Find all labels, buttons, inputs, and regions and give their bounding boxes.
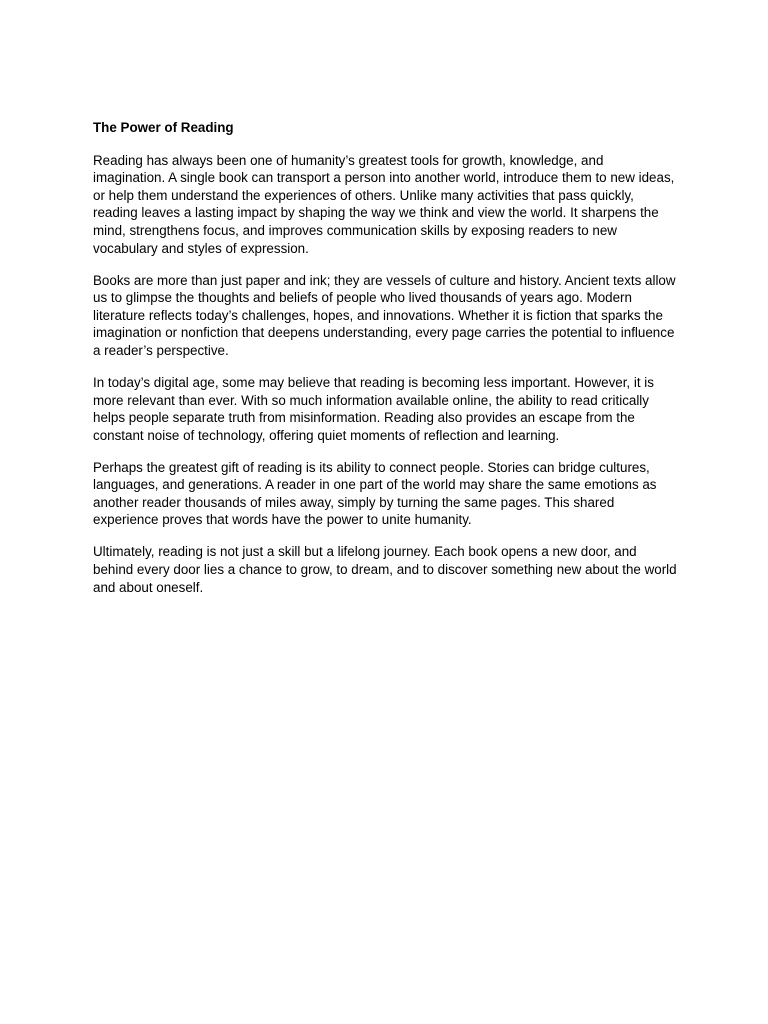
paragraph-2: Books are more than just paper and ink; they are vessels of culture and history. Ancient texts allow us to glimpse the thoughts and beliefs of people who lived thousands of years ago. Modern literature reflects today’s challenges, hopes, and innovations. Whether it is fiction that sparks the imagination or nonfiction that deepens understanding, every page carries the potential to influence a reader’s perspective. [93, 272, 676, 358]
paragraph-5: Ultimately, reading is not just a skill but a lifelong journey. Each book opens a new door, and behind every door lies a chance to grow, to dream, and to discover something new about the world and about oneself. [93, 544, 677, 595]
paragraph-1: Reading has always been one of humanity’s greatest tools for growth, knowledge, and imagination. A single book can transport a person into another world, introduce them to new ideas, or help them understand the experiences of others. Unlike many activities that pass quickly, reading leaves a lasting impact by shaping the way we think and view the world. It sharpens the mind, strengthens focus, and improves communication skills by exposing readers to new vocabulary and styles of expression. [93, 152, 675, 256]
paragraph-4: Perhaps the greatest gift of reading is its ability to connect people. Stories can bridge cultures, languages, and generations. A reader in one part of the world may share the same emotions as another reader thousands of miles away, simply by turning the same pages. This shared experience proves that words have the power to unite humanity. [93, 459, 657, 528]
document-title: The Power of Reading [93, 120, 234, 135]
paragraph-3: In today’s digital age, some may believe that reading is becoming less important. However, it is more relevant than ever. With so much information available online, the ability to read critically helps people separate truth from misinformation. Reading also provides an escape from the constant noise of technology, offering quiet moments of reflection and learning. [93, 374, 654, 443]
document-body [93, 119, 677, 611]
